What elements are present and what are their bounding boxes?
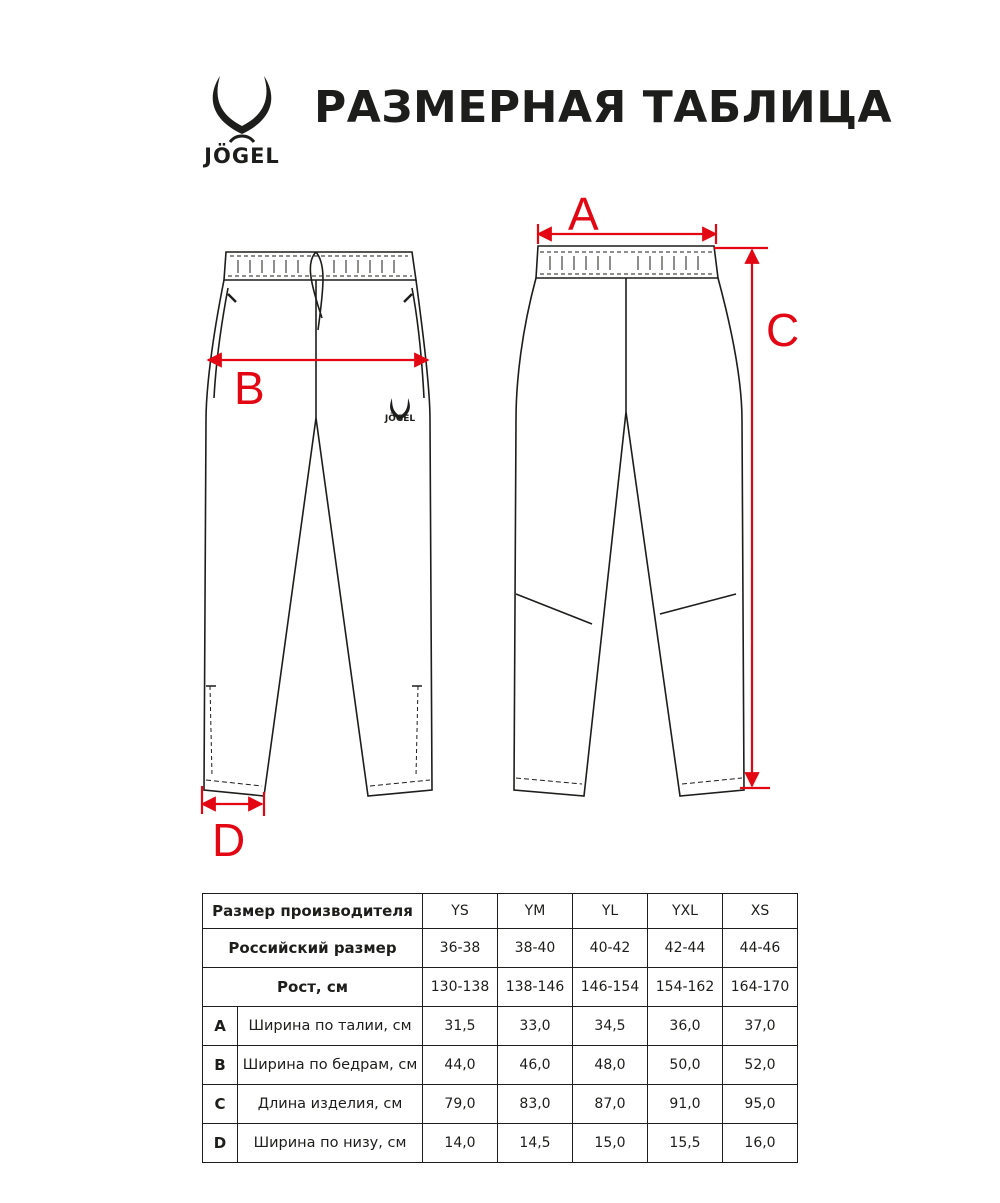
- table-row: [203, 929, 798, 968]
- table-cell: YXL: [648, 894, 723, 929]
- header-label: Рост, см: [203, 968, 423, 1007]
- table-cell: 79,0: [423, 1085, 498, 1124]
- measurement-label: Ширина по бедрам, см: [238, 1046, 423, 1085]
- back-view: [514, 246, 744, 796]
- table-cell: 50,0: [648, 1046, 723, 1085]
- table-cell: 46,0: [498, 1046, 573, 1085]
- table-cell: 34,5: [573, 1007, 648, 1046]
- table-cell: 52,0: [723, 1046, 798, 1085]
- page-title: РАЗМЕРНАЯ ТАБЛИЦА: [314, 82, 893, 133]
- table-row: [203, 968, 798, 1007]
- table-cell: 37,0: [723, 1007, 798, 1046]
- table-cell: XS: [723, 894, 798, 929]
- table-cell: 40-42: [573, 929, 648, 968]
- table-cell: 31,5: [423, 1007, 498, 1046]
- table-row: [203, 1007, 798, 1046]
- table-row: [203, 894, 798, 929]
- table-cell: 14,0: [423, 1124, 498, 1163]
- table-cell: 36,0: [648, 1007, 723, 1046]
- dimension-b-label: B: [234, 362, 265, 414]
- table-cell: 48,0: [573, 1046, 648, 1085]
- measurement-label: Длина изделия, см: [238, 1085, 423, 1124]
- table-cell: YL: [573, 894, 648, 929]
- table-cell: YS: [423, 894, 498, 929]
- table-cell: 42-44: [648, 929, 723, 968]
- table-cell: 138-146: [498, 968, 573, 1007]
- table-cell: YM: [498, 894, 573, 929]
- measurement-letter: B: [203, 1046, 238, 1085]
- dimension-a-label: A: [568, 188, 599, 240]
- table-cell: 95,0: [723, 1085, 798, 1124]
- table-row: [203, 1046, 798, 1085]
- measurement-label: Ширина по низу, см: [238, 1124, 423, 1163]
- table-cell: 44-46: [723, 929, 798, 968]
- front-view: [204, 252, 432, 796]
- table-cell: 146-154: [573, 968, 648, 1007]
- table-row: [203, 1124, 798, 1163]
- table-row: [203, 1085, 798, 1124]
- measurement-letter: A: [203, 1007, 238, 1046]
- dimension-c-label: C: [766, 304, 800, 356]
- table-cell: 83,0: [498, 1085, 573, 1124]
- table-cell: 91,0: [648, 1085, 723, 1124]
- header-label: Российский размер: [203, 929, 423, 968]
- table-cell: 44,0: [423, 1046, 498, 1085]
- table-cell: 87,0: [573, 1085, 648, 1124]
- front-logo-wordmark: JÖGEL: [384, 414, 416, 424]
- table-cell: 14,5: [498, 1124, 573, 1163]
- measurement-letter: D: [203, 1124, 238, 1163]
- brand-wordmark: JÖGEL: [204, 144, 280, 168]
- table-cell: 130-138: [423, 968, 498, 1007]
- dimension-d-label: D: [212, 814, 246, 866]
- measurement-label: Ширина по талии, см: [238, 1007, 423, 1046]
- table-cell: 154-162: [648, 968, 723, 1007]
- table-cell: 16,0: [723, 1124, 798, 1163]
- header-label: Размер производителя: [203, 894, 423, 929]
- table-cell: 33,0: [498, 1007, 573, 1046]
- table-cell: 15,5: [648, 1124, 723, 1163]
- size-table: [202, 893, 798, 1163]
- table-cell: 36-38: [423, 929, 498, 968]
- measurement-letter: C: [203, 1085, 238, 1124]
- table-cell: 164-170: [723, 968, 798, 1007]
- table-cell: 38-40: [498, 929, 573, 968]
- table-cell: 15,0: [573, 1124, 648, 1163]
